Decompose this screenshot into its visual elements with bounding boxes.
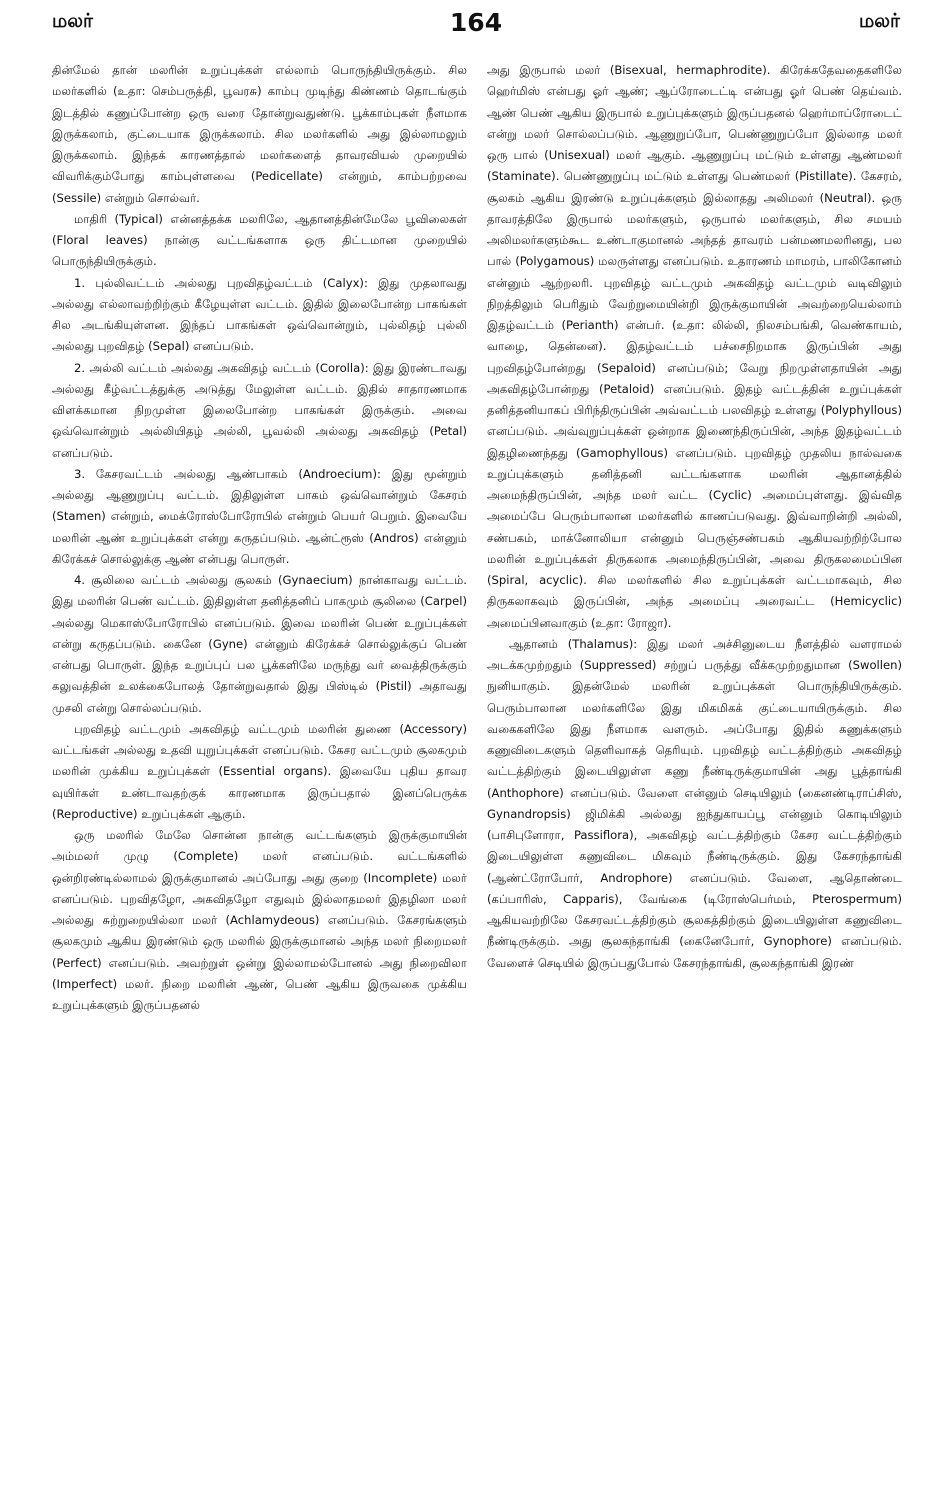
paragraph: ஒரு மலரில் மேலே சொன்ன நான்கு வட்டங்களும் இருக்குமாயின் அம்மலர் முழு (Complete) மலர் எனப்படும். வட்டங்களில் ஒன்றிரண்டில்லாமல் இருக்குமானல் அப்போது அது குறை (Incomplete) மலர் எனப்படும். புறவிதழோ, அகவிதழோ எதுவும் இல்லாதமலர் இதழிலா மலர் அல்லது சுற்றுறையில்லா மலர் (Achlamydeous) எனப்படும். கேசரங்களும் சூலகமும் ஆகிய இரண்டும் ஒரு மலரில் இருக்குமானல் அந்த மலர் நிறைமலர் (Perfect) எனப்படும். அவற்றுள் ஒன்று இல்லாமல்போனல் அது நிறைவிலா (Imperfect) மலர். நிறை மலரின் ஆண், பெண் ஆகிய இருவகை முக்கிய உறுப்புக்களும் இருப்பதனல் — [52, 828, 467, 1012]
paragraph: 3. கேசரவட்டம் அல்லது ஆண்பாகம் (Androecium): இது மூன்றும் அல்லது ஆணுறுப்பு வட்டம். இதிலுள்ள பாகம் ஒவ்வொன்றும் கேசரம் (Stamen) என்றும், மைக்ரோஸ்போரோபில் என்றும் பெயர் பெறும். இவையே மலரின் ஆண் உறுப்புக்கள் என்று கருதப்படும். ஆன்ட்ரூஸ் (Andros) என்னும் கிரேக்கச் சொல்லுக்கு ஆண் என்பது பொருள். — [52, 466, 467, 566]
paragraph: மாதிரி (Typical) என்னத்தக்க மலரிலே, ஆதானத்தின்மேலே பூவிலைகள் (Floral leaves) நான்கு வட்டங்களாக ஒரு திட்டமான முறையில் பொருந்தியிருக்கும். — [52, 211, 467, 269]
paragraph: தின்மேல் தான் மலரின் உறுப்புக்கள் எல்லாம் பொருந்தியிருக்கும். சில மலர்களில் (உதா: செம்பருத்தி, பூவரசு) காம்பு முடிந்து கிண்ணம் தொடங்கும் இடத்தில் கணுப்போன்ற ஒரு வரை தோன்றுவதுண்டு. பூக்காம்புகள் நீளமாக இருக்கலாம், குட்டையாக இருக்கலாம். சில மலர்களில் அது இல்லாமலும் இருக்கலாம். இந்தக் காரணத்தால் மலர்களைத் தாவரவியல் முறையில் விவரிக்கும்போது காம்புள்ளவை (Pedicellate) என்றும், காம்பற்றவை (Sessile) என்றும் சொல்வர். — [52, 63, 467, 205]
paragraph: 1. புல்லிவட்டம் அல்லது புறவிதழ்வட்டம் (Calyx): இது முதலாவது அல்லது எல்லாவற்றிற்கும் கீழேயுள்ள வட்டம். இதில் இலைபோன்ற பாகங்கள் சில அடங்கியுள்ளன. இந்தப் பாகங்கள் ஒவ்வொன்றும், புல்லிதழ் புல்லி அல்லது புறவிதழ் (Sepal) எனப்படும். — [52, 275, 467, 354]
paragraph: புறவிதழ் வட்டமும் அகவிதழ் வட்டமும் மலரின் துணை (Accessory) வட்டங்கள் அல்லது உதவி யுறுப்புக்கள் எனப்படும். கேசர வட்டமும் சூலகமும் மலரின் முக்கிய உறுப்புக்கள் (Essential organs). இவையே புதிய தாவர வுயிர்கள் உண்டாவதற்குக் காரணமாக இருப்பதால் இனப்பெருக்க (Reproductive) உறுப்புக்கள் ஆகும். — [52, 721, 467, 821]
running-head-left: மலர் — [52, 10, 93, 32]
running-head-right: மலர் — [859, 10, 900, 32]
paragraph: 2. அல்லி வட்டம் அல்லது அகவிதழ் வட்டம் (Corolla): இது இரண்டாவது அல்லது கீழ்வட்டத்துக்கு அடுத்து மேலுள்ள வட்டம். இதில் சாதாரணமாக விளக்கமான நிறமுள்ள இலைபோன்ற பாகங்கள் இருக்கும். அவை ஒவ்வொன்றும் அல்லியிதழ் அல்லி, பூவல்லி அல்லது அகவிதழ் (Petal) எனப்படும். — [52, 360, 467, 460]
left-column — [52, 60, 467, 1488]
right-column — [487, 60, 902, 1488]
page-header — [52, 8, 900, 42]
page-number: 164 — [449, 8, 503, 37]
paragraph: ஆதானம் (Thalamus): இது மலர் அச்சினுடைய நீளத்தில் வளராமல் அடக்கமுற்றதும் (Suppressed) சற்றுப் பருத்து வீக்கமுற்றதுமான (Swollen) நுனியாகும். இதன்மேல் மலரின் உறுப்புக்கள் பொருந்தியிருக்கும். பெரும்பாலான மலர்களிலே இது மிகமிகக் குட்டையாயிருக்கும். சில வகைகளிலே இது நீளமாக வளரும். அப்போது இதில் கணுக்களும் கணுவிடைகளும் தெளிவாகத் தெரியும். புறவிதழ் வட்டத்திற்கும் அகவிதழ் வட்டத்திற்கும் இடையிலுள்ள கணு நீண்டிருக்குமாயின் அது பூத்தாங்கி (Anthophore) எனப்படும். வேளை என்னும் செடியிலும் (கைனண்டிராப்சிஸ், Gynandropsis) ஜிமிக்கி அல்லது ஐந்துகாயப்பூ என்னும் கொடியிலும் (பாசிபுளோரா, Passiflora), அகவிதழ் வட்டத்திற்கும் கேசர வட்டத்திற்கும் இடையிலுள்ள கணுவிடை மிகவும் நீண்டிருக்கும். இது கேசரந்தாங்கி (ஆண்ட்ரோபோர், Androphore) எனப்படும். வேளை, ஆதொண்டை (கப்பாரிஸ், Capparis), வேங்கை (டிரோஸ்பெர்மம், Pterospermum) ஆகியவற்றிலே கேசரவட்டத்திற்கும் சூலகத்திற்கும் இடையிலுள்ள கணுவிடை நீண்டிருக்கும். அது சூலகந்தாங்கி (கைனேபோர், Gynophore) எனப்படும். வேளைச் செடியில் இருப்பதுபோல் கேசரந்தாங்கி, சூலகந்தாங்கி இரண் — [487, 636, 902, 970]
paragraph: 4. சூலிலை வட்டம் அல்லது சூலகம் (Gynaecium) நான்காவது வட்டம். இது மலரின் பெண் வட்டம். இதிலுள்ள தனித்தனிப் பாகமும் சூலிலை (Carpel) அல்லது மெகாஸ்போரோபில் எனப்படும். இவை மலரின் பெண் உறுப்புக்கள் என்று கருதப்படும். கைனே (Gyne) என்னும் கிரேக்கச் சொல்லுக்குப் பெண் என்பது பொருள். இந்த உறுப்புப் பல பூக்களிலே மருந்து வர் வைத்திருக்கும் கலுவத்தின் உலக்கைபோலத் தோன்றுவதால் இது பிஸ்டில் (Pistil) அதாவது முசலி என்று சொல்லப்படும். — [52, 573, 467, 715]
paragraph: அது இருபால் மலர் (Bisexual, hermaphrodite). கிரேக்கதேவதைகளிலே ஹெர்மிஸ் என்பது ஓர் ஆண்; ஆப்ரோடைட்டி என்பது ஓர் பெண் தெய்வம். ஆண் பெண் ஆகிய இருபால் உறுப்புக்களும் இருப்பதனல் ஹெர்மாப்ரோடைட் என்று மலர் சொல்லப்படும். ஆணுறுப்போ, பெண்ணுறுப்போ இல்லாத மலர் ஒரு பால் (Unisexual) மலர் ஆகும். ஆணுறுப்பு மட்டும் உள்ளது ஆண்மலர் (Staminate). பெண்ணுறுப்பு மட்டும் உள்ளது பெண்மலர் (Pistillate). கேசரம், சூலகம் ஆகிய இரண்டு உறுப்புக்களும் இல்லாதது அலிமலர் (Neutral). ஒரு தாவரத்திலே இருபால் மலர்களும், ஒருபால் மலர்களும், சில சமயம் அலிமலர்களும்கூட உண்டாகுமானல் அந்தத் தாவரம் பன்மணமலரினது, பல பால் (Polygamous) மலருள்ளது எனப்படும். உதாரணம் மாமரம், பாலிகோனம் என்னும் ஆற்றலரி. புறவிதழ் வட்டமும் அகவிதழ் வட்டமும் வடிவிலும் நிறத்திலும் பெரிதும் வேற்றுமையின்றி இருக்குமாயின் அவற்றையெல்லாம் இதழ்வட்டம் (Perianth) என்பர். (உதா: லில்லி, நிலசம்பங்கி, வெண்காயம், வாழை, தென்னை). இதழ்வட்டம் பச்சைநிறமாக இருப்பின் அது புறவிதழ்போன்றது (Sepaloid) எனப்படும்; வேறு நிறமுள்ளதாயின் அது அகவிதழ்போன்றது (Petaloid) எனப்படும். இதழ் வட்டத்தின் உறுப்புக்கள் தனித்தனியாகப் பிரிந்திருப்பின் அவ்வட்டம் பலவிதழ் உள்ளது (Polyphyllous) எனப்படும். அவ்வுறுப்புக்கள் ஒன்றாக இணைந்திருப்பின், அந்த இதழ்வட்டம் இதழிணைந்தது (Gamophyllous) எனப்படும். புறவிதழ் முதலிய நால்வகை உறுப்புக்களும் தனித்தனி வட்டங்களாக மலரின் ஆதானத்தில் அமைந்திருப்பின், அந்த மலர் வட்ட (Cyclic) அமைப்புள்ளது. இவ்வித அமைப்பே பெரும்பாலான மலர்களில் காணப்படுவது. இவ்வாறின்றி அல்லி, சண்பகம், மாக்னோலியா என்னும் பெருஞ்சண்பகம் ஆகியவற்றிற்போல மலரின் உறுப்புக்கள் திருகலாக அமைந்திருப்பின், அவை திருகலமைப்பின (Spiral, acyclic). சில மலர்களில் சில உறுப்புக்கள் வட்டமாகவும், சில திருகலாகவும் இருப்பின், அந்த அமைப்பு அரைவட்ட (Hemicyclic) அமைப்பினவாகும் (உதா: ரோஜா). — [487, 63, 902, 630]
